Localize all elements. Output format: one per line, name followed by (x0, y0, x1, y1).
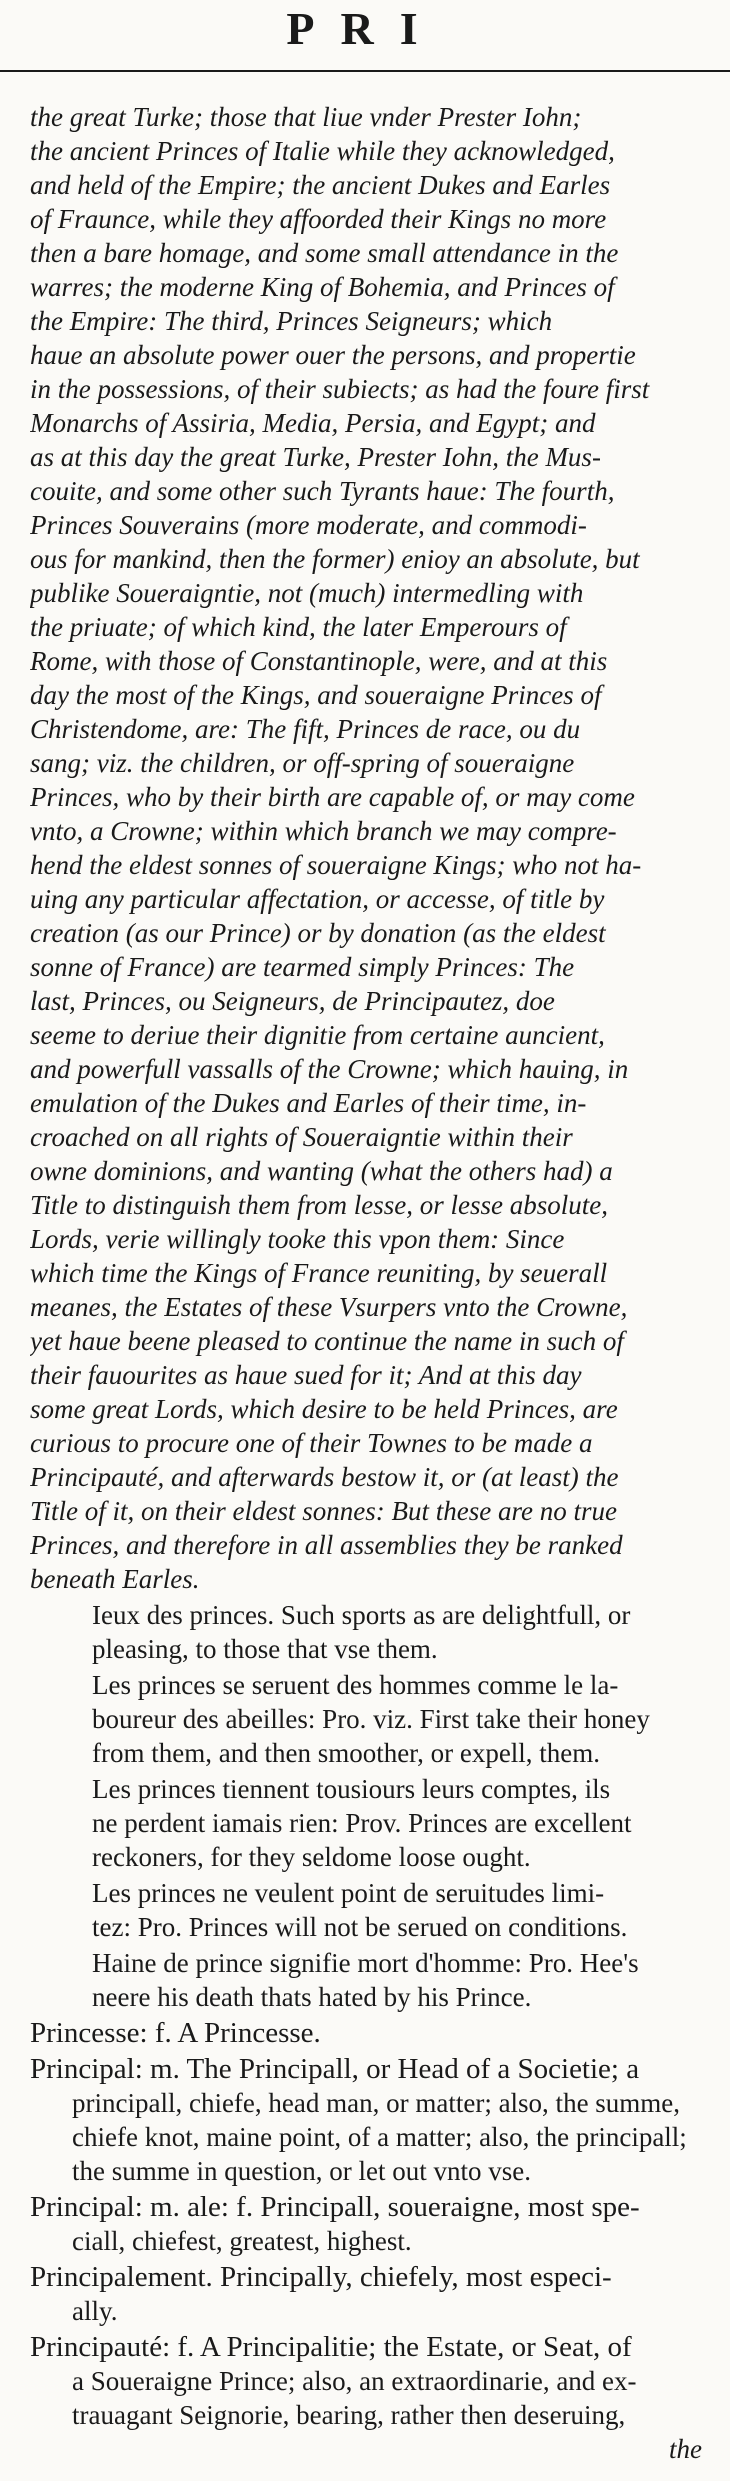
text-line: then a bare homage, and some small attendance in the (30, 238, 619, 268)
headword-entry (30, 2016, 710, 2050)
headword-line: Princesse: f. A Princesse. (30, 2017, 321, 2049)
text-line: as at this day the great Turke, Prester Iohn, the Mus- (30, 442, 601, 472)
text-line: ally. (72, 2296, 118, 2326)
headword-line: Principal: m. The Principall, or Head of a Societie; a (30, 2053, 640, 2085)
page-header (0, 0, 730, 76)
text-line: principall, chiefe, head man, or matter; also, the summe, (72, 2088, 681, 2118)
text-line: day the most of the Kings, and soueraigne Princes of (30, 680, 602, 710)
text-line: meanes, the Estates of these Vsurpers vnto the Crowne, (30, 1292, 628, 1322)
text-line: Les princes se seruent des hommes comme le la- (92, 1670, 619, 1700)
headword-entry (30, 2330, 710, 2432)
text-line: some great Lords, which desire to be held Princes, are (30, 1394, 618, 1424)
text-line: uing any particular affectation, or accesse, of title by (30, 884, 605, 914)
text-line: Princes Souverains (more moderate, and commodi- (30, 510, 587, 540)
text-line: Les princes tiennent tousiours leurs comptes, ils (92, 1774, 611, 1804)
text-line: Title to distinguish them from lesse, or lesse absolute, (30, 1190, 608, 1220)
text-line: Christendome, are: The fift, Princes de race, ou du (30, 714, 581, 744)
text-line: their fauourites as haue sued for it; And at this day (30, 1360, 582, 1390)
text-line: ne perdent iamais rien: Prov. Princes are excellent (92, 1808, 632, 1838)
text-line: ciall, chiefest, greatest, highest. (72, 2226, 412, 2256)
text-line: croached on all rights of Soueraigntie within their (30, 1122, 573, 1152)
text-line: of Fraunce, while they affoorded their Kings no more (30, 204, 607, 234)
text-line: pleasing, to those that vse them. (92, 1634, 438, 1664)
text-line: sang; viz. the children, or off-spring of soueraigne (30, 748, 575, 778)
text-line: the ancient Princes of Italie while they acknowledged, (30, 136, 615, 166)
text-line: Princes, and therefore in all assemblies they be ranked (30, 1530, 623, 1560)
continuation-paragraph (30, 100, 710, 1596)
headword-entry (30, 2190, 710, 2258)
text-line: boureur des abeilles: Pro. viz. First take their honey (92, 1704, 650, 1734)
text-line: Monarchs of Assiria, Media, Persia, and Egypt; and (30, 408, 596, 438)
text-line: owne dominions, and wanting (what the others had) a (30, 1156, 613, 1186)
text-line: the summe in question, or let out vnto vse. (72, 2156, 531, 2186)
text-line: creation (as our Prince) or by donation (as the eldest (30, 918, 606, 948)
text-line: the priuate; of which kind, the later Emperours of (30, 612, 567, 642)
headword-entry (30, 2260, 710, 2328)
text-line: the Empire: The third, Princes Seigneurs; which (30, 306, 553, 336)
text-line: the great Turke; those that liue vnder Prester Iohn; (30, 102, 582, 132)
header-rule (0, 70, 730, 72)
text-line: Lords, verie willingly tooke this vpon them: Since (30, 1224, 565, 1254)
text-line: publike Soueraigntie, not (much) intermedling with (30, 578, 584, 608)
sub-entry (30, 1946, 710, 2014)
sub-entry (30, 1772, 710, 1874)
running-head: PRI (286, 3, 444, 54)
sub-entry (30, 1668, 710, 1770)
text-line: from them, and then smoother, or expell, them. (92, 1738, 601, 1768)
text-line: chiefe knot, maine point, of a matter; also, the principall; (72, 2122, 687, 2152)
text-line: curious to procure one of their Townes to be made a (30, 1428, 593, 1458)
text-line: Ieux des princes. Such sports as are delightfull, or (92, 1600, 631, 1630)
text-line: which time the Kings of France reuniting, by seuerall (30, 1258, 608, 1288)
sub-entries (30, 1598, 710, 2014)
text-line: couite, and some other such Tyrants haue: The fourth, (30, 476, 615, 506)
text-line: Principauté, and afterwards bestow it, or (at least) the (30, 1462, 619, 1492)
text-line: vnto, a Crowne; within which branch we may compre- (30, 816, 617, 846)
text-line: warres; the moderne King of Bohemia, and Princes of (30, 272, 615, 302)
text-line: Title of it, on their eldest sonnes: But these are no true (30, 1496, 617, 1526)
text-line: a Soueraigne Prince; also, an extraordinarie, and ex- (72, 2366, 637, 2396)
sub-entry (30, 1598, 710, 1666)
entries (30, 2016, 710, 2432)
headword-line: Principal: m. ale: f. Principall, soueraigne, most spe- (30, 2191, 640, 2223)
sub-entry (30, 1876, 710, 1944)
text-line: tez: Pro. Princes will not be serued on conditions. (92, 1912, 628, 1942)
text-line: Les princes ne veulent point de seruitudes limi- (92, 1878, 605, 1908)
text-line: yet haue beene pleased to continue the name in such of (30, 1326, 624, 1356)
text-line: trauagant Seignorie, bearing, rather then deseruing, (72, 2400, 626, 2430)
text-line: in the possessions, of their subiects; as had the foure first (30, 374, 650, 404)
text-line: haue an absolute power ouer the persons, and propertie (30, 340, 636, 370)
catchword: the (669, 2434, 702, 2464)
text-line: sonne of France) are tearmed simply Princes: The (30, 952, 575, 982)
text-line: and held of the Empire; the ancient Dukes and Earles (30, 170, 611, 200)
text-line: ous for mankind, then the former) enioy an absolute, but (30, 544, 640, 574)
text-line: emulation of the Dukes and Earles of their time, in- (30, 1088, 587, 1118)
text-line: last, Princes, ou Seigneurs, de Principautez, doe (30, 986, 555, 1016)
text-line: hend the eldest sonnes of soueraigne Kings; who not ha- (30, 850, 642, 880)
text-line: seeme to deriue their dignitie from certaine auncient, (30, 1020, 605, 1050)
headword-line: Principauté: f. A Principalitie; the Estate, or Seat, of (30, 2331, 632, 2363)
text-line: neere his death thats hated by his Prince. (92, 1982, 532, 2012)
text-line: reckoners, for they seldome loose ought. (92, 1842, 531, 1872)
headword-line: Principalement. Principally, chiefely, most especi- (30, 2261, 612, 2293)
dictionary-column (30, 100, 710, 2466)
text-line: beneath Earles. (30, 1564, 200, 1594)
text-line: Rome, with those of Constantinople, were, and at this (30, 646, 608, 676)
text-line: and powerfull vassalls of the Crowne; which hauing, in (30, 1054, 629, 1084)
text-line: Haine de prince signifie mort d'homme: Pro. Hee's (92, 1948, 639, 1978)
headword-entry (30, 2052, 710, 2188)
text-line: Princes, who by their birth are capable of, or may come (30, 782, 635, 812)
